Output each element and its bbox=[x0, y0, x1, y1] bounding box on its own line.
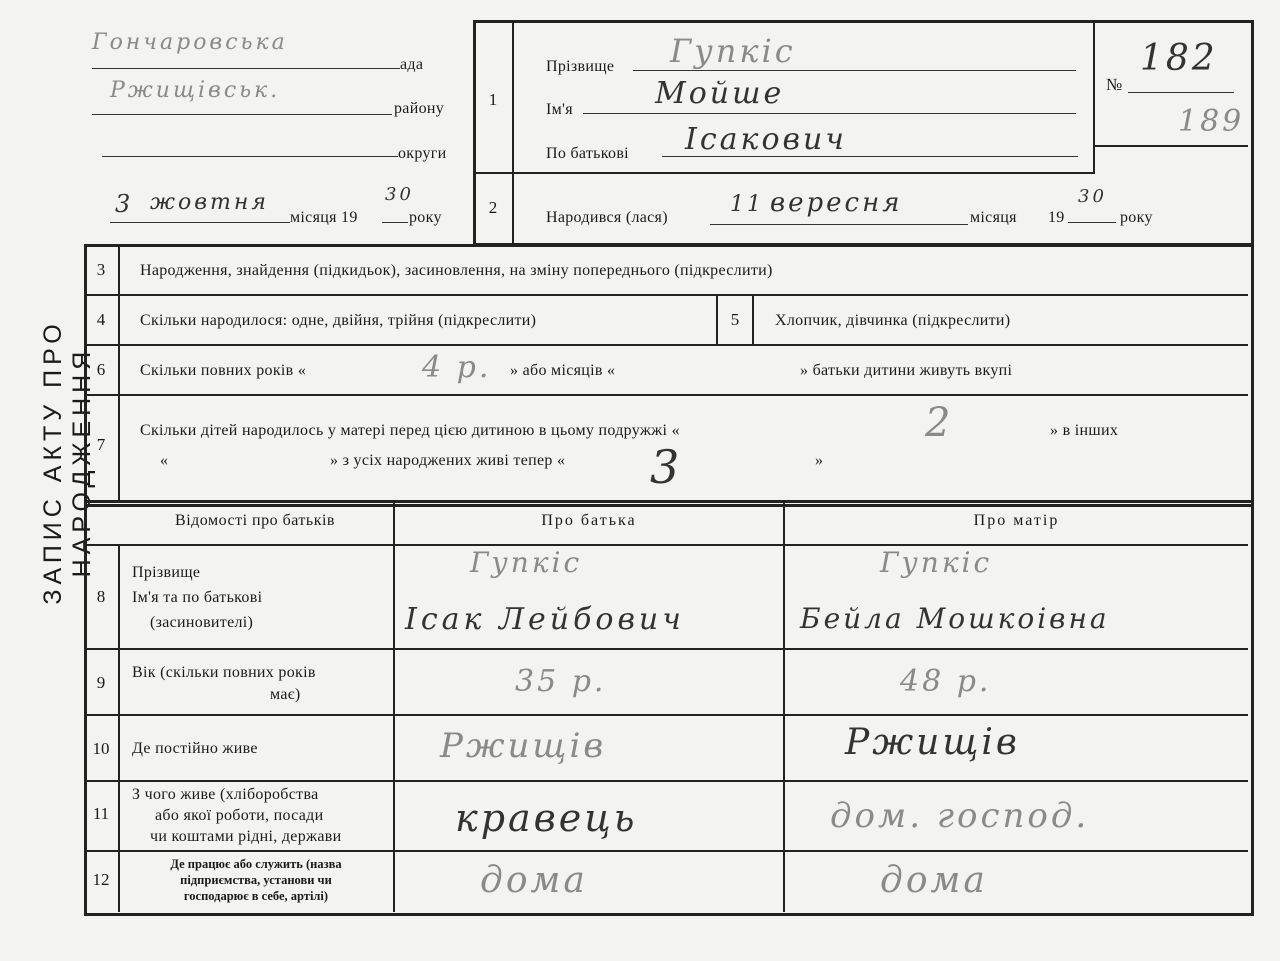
handwritten-reg-day: 3 bbox=[115, 190, 134, 218]
child-surname-label: Прізвище bbox=[546, 58, 615, 75]
mother-residence: Ржищів bbox=[845, 722, 1020, 763]
handwritten-child-patronymic: Ісакович bbox=[685, 122, 847, 157]
row-divider bbox=[86, 714, 1248, 716]
row10-label: Де постійно живе bbox=[132, 740, 258, 757]
handwritten-birth-year: 30 bbox=[1078, 186, 1107, 207]
row-number-8: 8 bbox=[96, 587, 106, 606]
col-header-mother: Про матір bbox=[973, 512, 1060, 529]
row7-line2-text: » з усіх народжених живі тепер « bbox=[330, 452, 566, 469]
row9-label-1: Вік (скільки повних років bbox=[132, 664, 316, 681]
mother-workplace: дома bbox=[880, 860, 988, 901]
okruha-line bbox=[102, 156, 398, 157]
handwritten-birth-month: вересня bbox=[770, 188, 903, 218]
handwritten-row7-before: 2 bbox=[925, 400, 954, 446]
row-divider bbox=[86, 780, 1248, 782]
child-patronymic-label: По батькові bbox=[546, 145, 629, 162]
row-number-11: 11 bbox=[92, 804, 110, 823]
row6-text-years: Скільки повних років « bbox=[140, 362, 307, 379]
row4-text: Скільки народилося: одне, двійня, трійня (підкреслити) bbox=[140, 312, 537, 329]
parents-num-divider bbox=[118, 544, 120, 912]
row-divider bbox=[86, 294, 1248, 296]
row-number-5: 5 bbox=[730, 310, 740, 329]
row12-label-2: підприємства, установи чи bbox=[180, 873, 332, 887]
record-no-label: № bbox=[1106, 75, 1123, 94]
born-label: Народився (лася) bbox=[546, 209, 668, 226]
row5-num-divider bbox=[752, 296, 754, 344]
row7-line2-open: « bbox=[160, 452, 169, 469]
record-no-divider-left bbox=[1093, 22, 1095, 172]
row-number-6: 6 bbox=[96, 360, 106, 379]
row1-row2-divider bbox=[475, 172, 1095, 174]
reg-year-line bbox=[382, 222, 408, 223]
row5-text: Хлопчик, дівчинка (підкреслити) bbox=[775, 312, 1011, 329]
okruha-label: округи bbox=[398, 145, 447, 162]
row-number-1: 1 bbox=[488, 90, 498, 109]
child-name-label: Ім'я bbox=[546, 101, 573, 118]
row7-line1-text: Скільки дітей народилось у матері перед цією дитиною в цьому подружжі « bbox=[140, 422, 680, 439]
row7-line2-close: » bbox=[815, 452, 824, 469]
row8-label-adoptive: (засиновителі) bbox=[150, 614, 254, 631]
row12-label-3: господарює в себе, артілі) bbox=[183, 889, 329, 903]
row-number-9: 9 bbox=[96, 673, 106, 692]
handwritten-row7-alive: 3 bbox=[650, 440, 683, 494]
father-surname: Гупкіс bbox=[470, 546, 583, 579]
handwritten-reg-year: 30 bbox=[385, 184, 414, 205]
handwritten-rayon: Ржищівськ. bbox=[110, 78, 281, 103]
mother-age: 48 р. bbox=[900, 664, 992, 699]
row8-label-name: Ім'я та по батькові bbox=[132, 589, 263, 606]
row12-label-1: Де працює або служить (назва bbox=[170, 857, 342, 871]
row-number-3: 3 bbox=[96, 260, 106, 279]
row3-text: Народження, знайдення (підкидьок), засиновлення, на зміну попереднього (підкреслити) bbox=[140, 262, 773, 279]
mother-surname: Гупкіс bbox=[880, 546, 993, 579]
row11-label-3: чи коштами рідні, держави bbox=[150, 828, 342, 845]
rayon-line bbox=[92, 114, 392, 115]
row6-text-together: » батьки дитини живуть вкупі bbox=[800, 362, 1013, 379]
birth-date-line bbox=[710, 224, 968, 225]
birth-year-line bbox=[1068, 222, 1116, 223]
row4-row5-divider bbox=[716, 296, 718, 344]
reg-year-label: року bbox=[409, 209, 442, 226]
row6-text-months: » або місяців « bbox=[510, 362, 616, 379]
row9-label-2: має) bbox=[270, 686, 301, 703]
handwritten-record-no-alt: 189 bbox=[1178, 104, 1245, 139]
row8-label-surname: Прізвище bbox=[132, 564, 201, 581]
father-age: 35 р. bbox=[515, 664, 607, 699]
child-name-line bbox=[583, 113, 1076, 114]
child-surname-line bbox=[633, 70, 1076, 71]
col-header-info: Відомості про батьків bbox=[175, 512, 335, 529]
row7-line1-other: » в інших bbox=[1050, 422, 1119, 439]
num-col-divider bbox=[512, 22, 514, 244]
row11-label-1: З чого живе (хліборобства bbox=[132, 786, 319, 803]
rows-3-7-num-divider bbox=[118, 246, 120, 500]
handwritten-row6-years: 4 р. bbox=[422, 350, 492, 385]
father-name: Ісак Лейбович bbox=[405, 602, 685, 637]
rada-label: ада bbox=[400, 56, 424, 73]
row-divider bbox=[86, 648, 1248, 650]
father-residence: Ржищів bbox=[440, 726, 607, 766]
rayon-label: району bbox=[394, 100, 445, 117]
col-header-father: Про батька bbox=[541, 512, 637, 529]
row-number-12: 12 bbox=[92, 870, 110, 889]
record-no-line bbox=[1128, 92, 1234, 93]
birth-month-label: місяця bbox=[970, 209, 1017, 226]
record-side-title: ЗАПИС АКТУ ПРО НАРОДЖЕННЯ bbox=[39, 319, 96, 605]
reg-date-line bbox=[110, 222, 290, 223]
father-workplace: дома bbox=[480, 860, 588, 901]
row-divider bbox=[86, 850, 1248, 852]
handwritten-child-surname: Гупкіс bbox=[670, 32, 796, 70]
birth-year-prefix: 19 bbox=[1048, 209, 1065, 226]
row-divider bbox=[86, 344, 1248, 346]
handwritten-record-no: 182 bbox=[1140, 38, 1218, 79]
mother-name: Бейла Мошкоівна bbox=[800, 602, 1110, 635]
row-number-2: 2 bbox=[488, 198, 498, 217]
reg-month-label: місяця 19 bbox=[290, 209, 358, 226]
row-divider bbox=[86, 544, 1248, 546]
birth-year-label: року bbox=[1120, 209, 1153, 226]
row-number-4: 4 bbox=[96, 310, 106, 329]
handwritten-birth-day: 11 bbox=[730, 192, 764, 217]
father-occupation: кравець bbox=[455, 796, 638, 840]
row-divider bbox=[86, 394, 1248, 396]
handwritten-rada: Гончаровська bbox=[92, 30, 288, 55]
parents-table-frame bbox=[84, 500, 1254, 916]
row-number-7: 7 bbox=[96, 435, 106, 454]
handwritten-reg-month: жовтня bbox=[150, 190, 269, 215]
record-no-divider-bottom bbox=[1093, 145, 1248, 147]
mother-occupation: дом. господ. bbox=[830, 796, 1090, 836]
row-number-10: 10 bbox=[92, 739, 110, 758]
handwritten-child-name: Мойше bbox=[655, 76, 785, 111]
rada-line bbox=[92, 68, 400, 69]
row11-label-2: або якої роботи, посади bbox=[155, 807, 324, 824]
